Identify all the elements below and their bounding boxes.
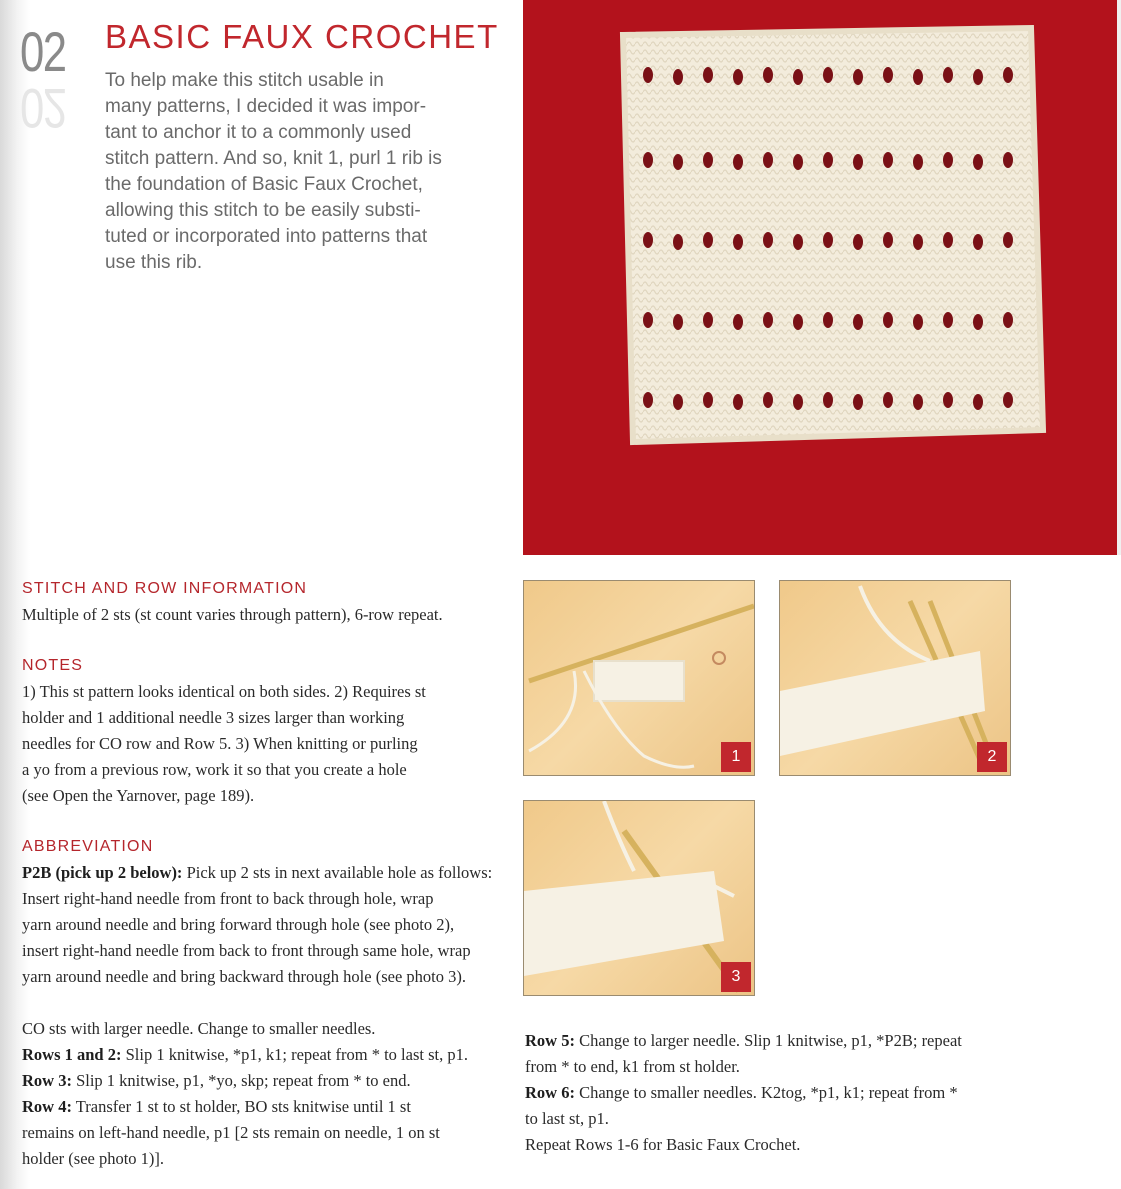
abbreviation-line: insert right-hand needle from back to front through same hole, wrap <box>22 941 471 960</box>
swatch-eyelet <box>943 67 953 83</box>
swatch-eyelet <box>883 312 893 328</box>
swatch-eyelet <box>913 69 923 85</box>
swatch-eyelet <box>913 234 923 250</box>
abbreviation-line: yarn around needle and bring backward through hole (see photo 3). <box>22 967 466 986</box>
swatch-eyelet <box>1003 392 1013 408</box>
swatch-eyelet <box>973 154 983 170</box>
swatch-eyelet <box>763 67 773 83</box>
swatch-eyelet <box>643 312 653 328</box>
intro-line: To help make this stitch usable in <box>105 70 384 91</box>
row-3-label: Row 3: <box>22 1071 72 1090</box>
swatch-eyelet <box>643 152 653 168</box>
intro-line: allowing this stitch to be easily substi- <box>105 200 421 221</box>
intro-paragraph <box>105 68 485 276</box>
swatch-hero-photo <box>523 0 1121 555</box>
swatch-eyelet <box>883 67 893 83</box>
step-photo-1 <box>523 580 755 776</box>
swatch-eyelet <box>943 152 953 168</box>
row-4-text: Transfer 1 st to st holder, BO sts knitwise until 1 st <box>71 1097 411 1116</box>
swatch-eyelet <box>913 314 923 330</box>
abbreviation-first-line: Pick up 2 sts in next available hole as follows: <box>182 863 493 882</box>
intro-line: stitch pattern. And so, knit 1, purl 1 rib is <box>105 148 442 169</box>
swatch-eyelet <box>1003 67 1013 83</box>
rows-1-2-text: Slip 1 knitwise, *p1, k1; repeat from * to last st, p1. <box>121 1045 468 1064</box>
swatch-eyelet <box>643 67 653 83</box>
notes-line: holder and 1 additional needle 3 sizes larger than working <box>22 708 405 727</box>
swatch-eyelet <box>793 69 803 85</box>
pattern-number-reflection: 02 <box>20 77 66 140</box>
swatch-eyelet <box>973 234 983 250</box>
swatch-eyelet <box>703 392 713 408</box>
intro-line: the foundation of Basic Faux Crochet, <box>105 174 423 195</box>
notes-text <box>22 679 426 809</box>
swatch-eyelet <box>733 234 743 250</box>
stitch-info-text <box>22 602 443 628</box>
intro-line: use this rib. <box>105 252 203 273</box>
row-4-line <box>22 1094 468 1120</box>
instructions-right <box>525 1028 962 1158</box>
row-6-line <box>525 1080 962 1106</box>
swatch-eyelet <box>763 152 773 168</box>
swatch-eyelet <box>733 154 743 170</box>
swatch-eyelet <box>703 312 713 328</box>
swatch-eyelet <box>853 314 863 330</box>
instructions-left <box>22 1016 468 1172</box>
row-6-label: Row 6: <box>525 1083 575 1102</box>
swatch-eyelet <box>763 392 773 408</box>
swatch-eyelet <box>823 392 833 408</box>
swatch-eyelet <box>673 314 683 330</box>
repeat-line: Repeat Rows 1-6 for Basic Faux Crochet. <box>525 1135 801 1154</box>
swatch-eyelet <box>733 69 743 85</box>
row-3-line <box>22 1068 468 1094</box>
swatch-eyelet <box>823 232 833 248</box>
knitted-swatch-image <box>523 0 1121 555</box>
intro-line: tuted or incorporated into patterns that <box>105 226 428 247</box>
row-6-line-cont: to last st, p1. <box>525 1109 609 1128</box>
abbreviation-line <box>22 860 492 886</box>
swatch-eyelet <box>853 394 863 410</box>
swatch-eyelet <box>823 67 833 83</box>
swatch-eyelet <box>823 152 833 168</box>
swatch-eyelet <box>763 312 773 328</box>
swatch-eyelet <box>943 392 953 408</box>
pattern-number-text: 02 <box>20 20 66 83</box>
swatch-eyelet <box>763 232 773 248</box>
swatch-eyelet <box>703 67 713 83</box>
row-5-label: Row 5: <box>525 1031 575 1050</box>
row-3-text: Slip 1 knitwise, p1, *yo, skp; repeat from * to end. <box>71 1071 411 1090</box>
row-4-label: Row 4: <box>22 1097 72 1116</box>
abbreviation-heading: ABBREVIATION <box>22 838 154 855</box>
photo-number-badge: 2 <box>977 742 1007 772</box>
swatch-eyelet <box>793 234 803 250</box>
swatch-eyelet <box>793 394 803 410</box>
row-4-line-cont: holder (see photo 1)]. <box>22 1149 165 1168</box>
notes-line: needles for CO row and Row 5. 3) When knitting or purling <box>22 734 418 753</box>
step-photo-2 <box>779 580 1011 776</box>
swatch-eyelet <box>673 394 683 410</box>
notes-line: a yo from a previous row, work it so that you create a hole <box>22 760 407 779</box>
swatch-eyelet <box>883 152 893 168</box>
notes-line: 1) This st pattern looks identical on both sides. 2) Requires st <box>22 682 426 701</box>
swatch-eyelet <box>793 314 803 330</box>
rows-1-2-line <box>22 1042 468 1068</box>
swatch-eyelet <box>673 234 683 250</box>
swatch-eyelet <box>973 69 983 85</box>
swatch-eyelet <box>673 154 683 170</box>
row-5-line-cont: from * to end, k1 from st holder. <box>525 1057 740 1076</box>
swatch-eyelet <box>853 234 863 250</box>
stitch-info-heading: STITCH AND ROW INFORMATION <box>22 580 308 597</box>
swatch-eyelet <box>703 152 713 168</box>
abbreviation-term: P2B (pick up 2 below): <box>22 863 183 882</box>
swatch-eyelet <box>1003 312 1013 328</box>
swatch-eyelet <box>913 394 923 410</box>
swatch-eyelet <box>943 232 953 248</box>
swatch-eyelet <box>973 314 983 330</box>
swatch-eyelet <box>913 154 923 170</box>
rows-1-2-label: Rows 1 and 2: <box>22 1045 122 1064</box>
swatch-eyelet <box>853 69 863 85</box>
swatch-eyelet <box>643 232 653 248</box>
swatch-eyelet <box>1003 152 1013 168</box>
photo-number-badge: 1 <box>721 742 751 772</box>
swatch-eyelet <box>883 392 893 408</box>
notes-heading: NOTES <box>22 657 84 674</box>
page-title: BASIC FAUX CROCHET <box>105 18 499 55</box>
abbreviation-text <box>22 860 492 990</box>
notes-line: (see Open the Yarnover, page 189). <box>22 786 255 805</box>
row-5-text: Change to larger needle. Slip 1 knitwise, p1, *P2B; repeat <box>574 1031 962 1050</box>
row-4-line-cont: remains on left-hand needle, p1 [2 sts remain on needle, 1 on st <box>22 1123 440 1142</box>
intro-line: many patterns, I decided it was impor- <box>105 96 427 117</box>
swatch-eyelet <box>793 154 803 170</box>
swatch-eyelet <box>853 154 863 170</box>
photo-number-badge: 3 <box>721 962 751 992</box>
swatch-eyelet <box>1003 232 1013 248</box>
swatch-eyelet <box>673 69 683 85</box>
swatch-eyelet <box>943 312 953 328</box>
swatch-eyelet <box>823 312 833 328</box>
swatch-eyelet <box>703 232 713 248</box>
swatch-eyelet <box>973 394 983 410</box>
pattern-number <box>20 22 90 142</box>
swatch-eyelet <box>733 394 743 410</box>
abbreviation-line: yarn around needle and bring forward through hole (see photo 2), <box>22 915 455 934</box>
swatch-eyelet <box>883 232 893 248</box>
intro-line: tant to anchor it to a commonly used <box>105 122 412 143</box>
abbreviation-line: Insert right-hand needle from front to back through hole, wrap <box>22 889 434 908</box>
swatch-eyelet <box>643 392 653 408</box>
co-line: CO sts with larger needle. Change to smaller needles. <box>22 1019 376 1038</box>
row-6-text: Change to smaller needles. K2tog, *p1, k1; repeat from * <box>574 1083 958 1102</box>
row-5-line <box>525 1028 962 1054</box>
step-photo-3 <box>523 800 755 996</box>
swatch-eyelet <box>733 314 743 330</box>
stitch-info-line: Multiple of 2 sts (st count varies through pattern), 6-row repeat. <box>22 605 443 624</box>
